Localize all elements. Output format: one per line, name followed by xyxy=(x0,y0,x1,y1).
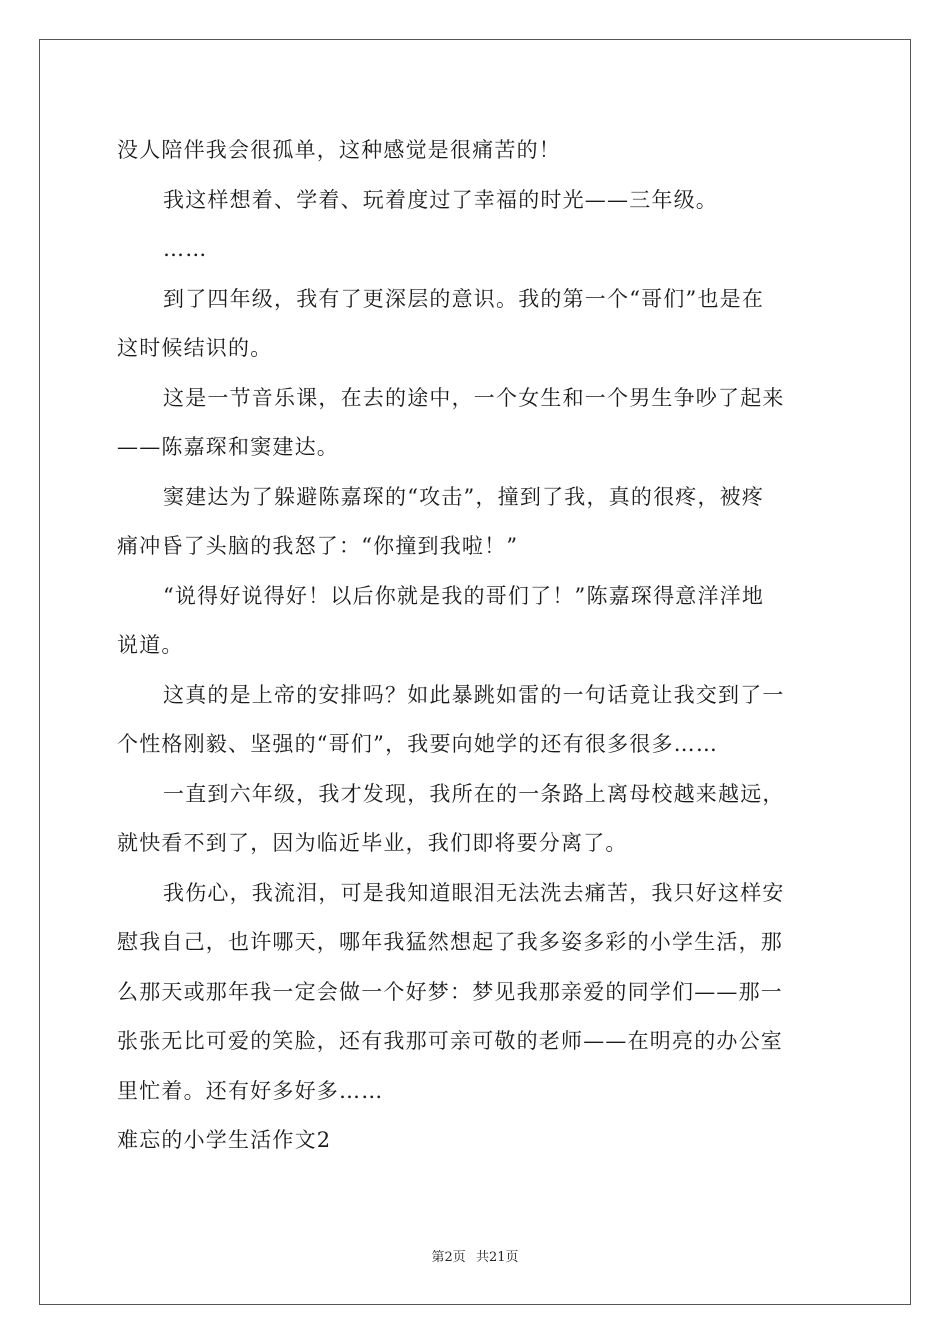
text-line: 就快看不到了，因为临近毕业，我们即将要分离了。 xyxy=(117,831,628,855)
current-page-label: 第2页 xyxy=(431,1250,466,1265)
text-line: 这时候结识的。 xyxy=(117,336,273,360)
text-line: 一直到六年级，我才发现，我所在的一条路上离母校越来越远， xyxy=(163,781,785,806)
text-line: 个性格刚毅、坚强的“哥们”，我要向她学的还有很多很多…… xyxy=(117,732,719,756)
text-line: 这是一节音乐课，在去的途中，一个女生和一个男生争吵了起来 xyxy=(163,385,785,410)
text-line: 没人陪伴我会很孤单，这种感觉是很痛苦的！ xyxy=(117,138,561,162)
text-line: ——陈嘉琛和窦建达。 xyxy=(117,435,339,459)
text-line: 痛冲昏了头脑的我怒了：“你撞到我啦！” xyxy=(117,534,519,558)
document-body xyxy=(117,126,837,1166)
text-line: 我这样想着、学着、玩着度过了幸福的时光——三年级。 xyxy=(163,187,718,212)
text-line: “说得好说得好！以后你就是我的哥们了！”陈嘉琛得意洋洋地 xyxy=(163,583,765,608)
text-line: 这真的是上帝的安排吗？如此暴跳如雷的一句话竟让我交到了一 xyxy=(163,682,785,707)
text-line: 窦建达为了躲避陈嘉琛的“攻击”，撞到了我，真的很疼，被疼 xyxy=(163,484,765,509)
text-line: 张张无比可爱的笑脸，还有我那可亲可敬的老师——在明亮的办公室 xyxy=(117,1029,783,1053)
text-line: …… xyxy=(163,237,208,261)
text-line: 难忘的小学生活作文2 xyxy=(117,1128,332,1152)
text-line: 么那天或那年我一定会做一个好梦：梦见我那亲爱的同学们——那一 xyxy=(117,979,783,1004)
text-line: 里忙着。还有好多好多…… xyxy=(117,1078,384,1103)
text-line: 说道。 xyxy=(117,633,184,657)
page-footer xyxy=(0,1246,950,1265)
text-line: 我伤心，我流泪，可是我知道眼泪无法洗去痛苦，我只好这样安 xyxy=(163,880,785,905)
text-line: 慰我自己，也许哪天，哪年我猛然想起了我多姿多彩的小学生活，那 xyxy=(117,930,783,954)
text-line: 到了四年级，我有了更深层的意识。我的第一个“哥们”也是在 xyxy=(163,286,765,311)
total-pages-label: 共21页 xyxy=(475,1250,519,1265)
